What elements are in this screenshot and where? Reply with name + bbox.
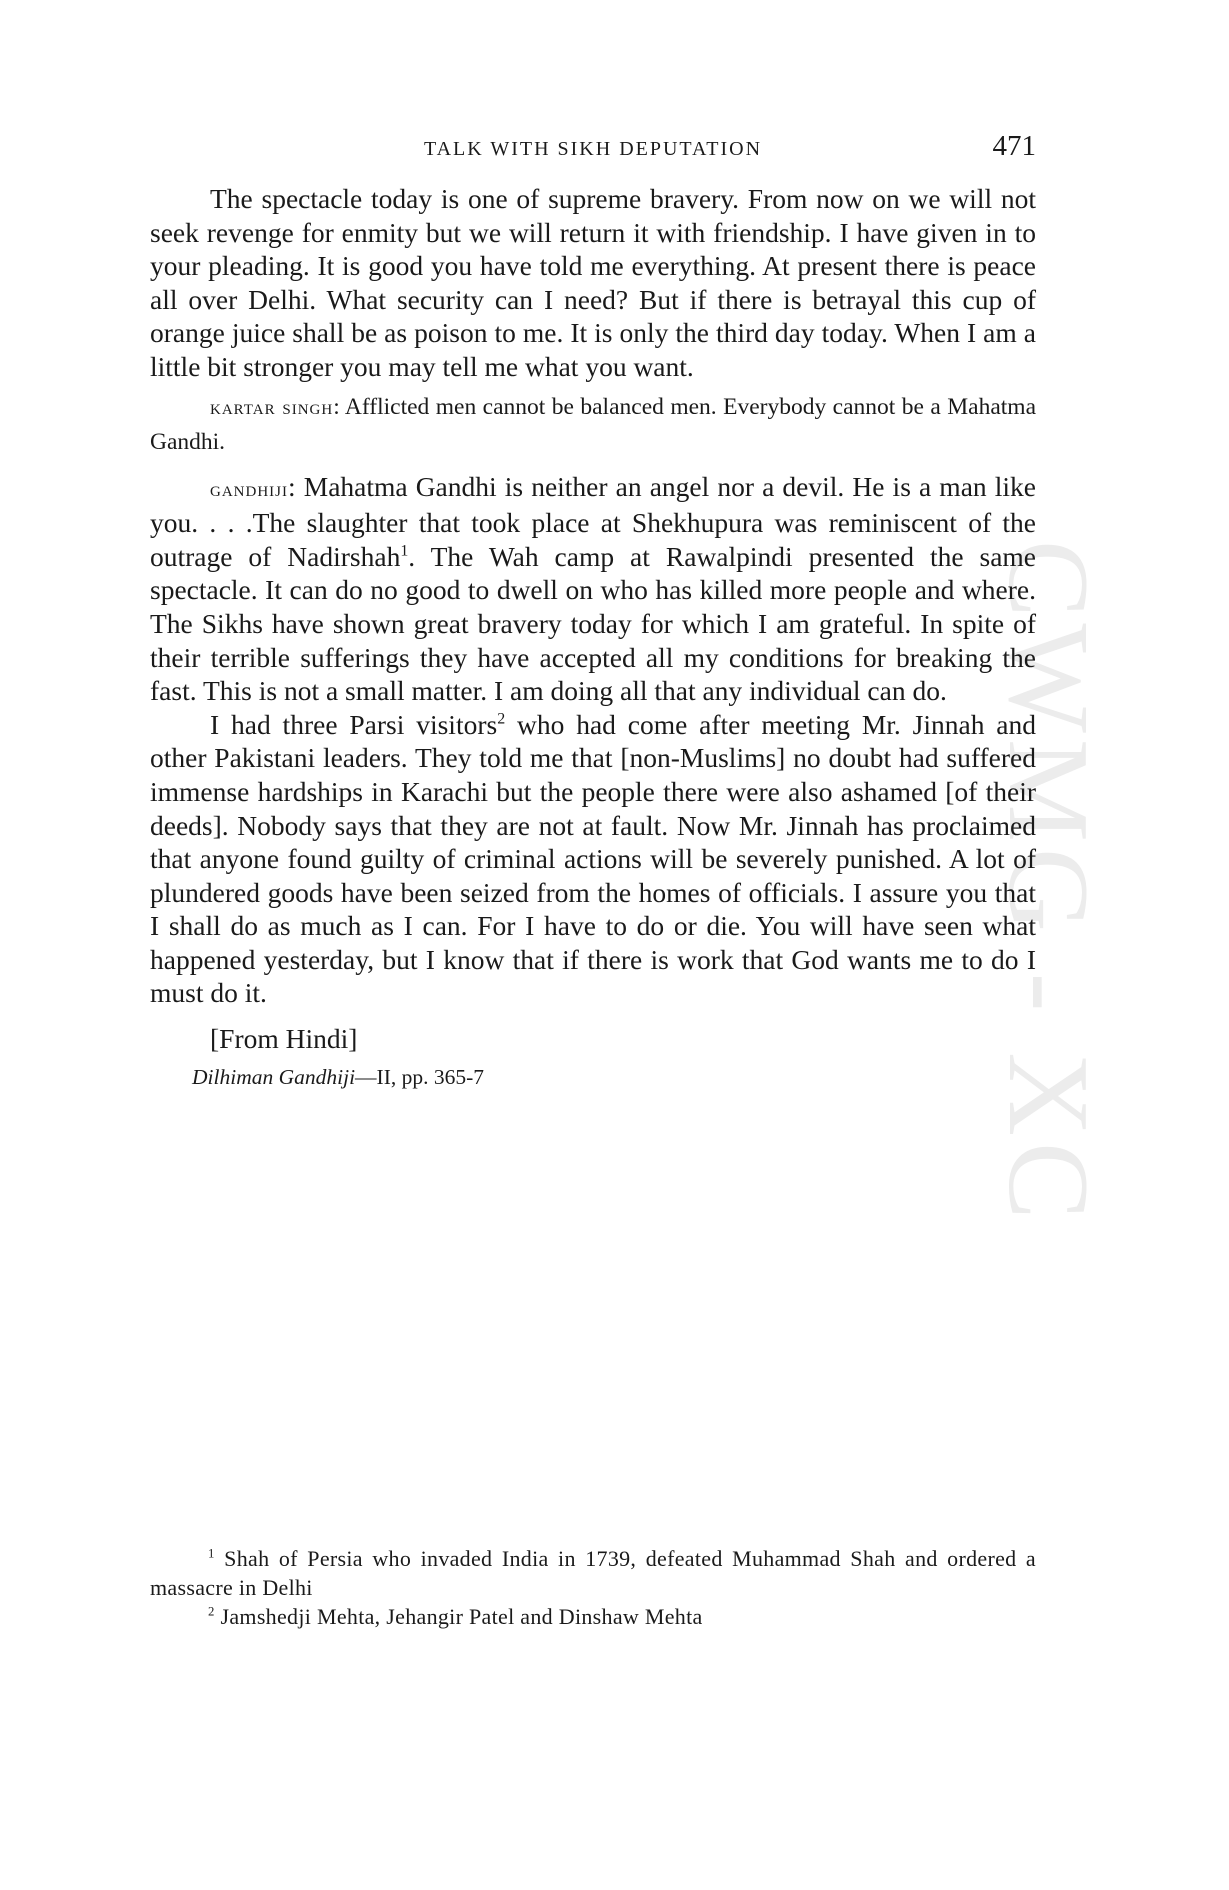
parsi-text-part2: who had come after meeting Mr. Jinnah and other Pakistani leaders. They told me that [non-Muslims] no doubt had suffered immense hardships in Karachi but the people there were also ashamed [of their deeds]. Nobody says that they are not at fault. Now Mr. Jinnah has proclaimed that anyone found guilty of criminal actions will be severely punished. A lot of plundered goods have been seized from the homes of officials. I assure you that I shall do as much as I can. For I have to do or die. You will have seen what happened yesterday, but I know that if there is work that God wants me to do I must do it. [150, 708, 1036, 1009]
speaker-gandhiji: gandhiji [210, 476, 288, 501]
footnote-ref-1: 1 [400, 542, 409, 560]
page-number: 471 [992, 130, 1036, 162]
watermark-text: CWMG - XC [984, 540, 1112, 1226]
footnote-text-2: Jamshedji Mehta, Jehangir Patel and Dinshaw Mehta [214, 1604, 703, 1629]
source-note: [From Hindi] [210, 1023, 358, 1055]
footnote-mark-1: 1 [208, 1546, 215, 1561]
paragraph-spectacle: The spectacle today is one of supreme bravery. From now on we will not seek revenge for enmity but we will return it with friendship. I have given in to your pleading. It is good you have told me everything. At present there is peace all over Delhi. What security can I need? But if there is betrayal this cup of orange juice shall be as poison to me. It is only the third day today. When I am a little bit stronger you may tell me what you want. [150, 183, 1036, 382]
footnote-2 [150, 1602, 1036, 1631]
paragraph-gandhiji [150, 470, 1036, 708]
parsi-text-part1: I had three Parsi visitors [210, 708, 498, 740]
citation-title: Dilhiman Gandhiji [192, 1065, 356, 1090]
kartar-singh-text: : Afflicted men cannot be balanced men. Everybody cannot be a Mahatma Gandhi. [150, 393, 1036, 455]
footnote-text-1: Shah of Persia who invaded India in 1739, defeated Muhammad Shah and ordered a massacre in Delhi [150, 1546, 1036, 1600]
footnotes [150, 1544, 1036, 1631]
citation-pages: —II, pp. 365-7 [355, 1065, 485, 1090]
gandhiji-text-part1: : Mahatma Gandhi is neither an angel nor a devil. He is a man like you. . . .The slaughter that took place at Shekhupura was reminiscent of the outrage of Nadirshah [150, 470, 1036, 572]
footnote-ref-2: 2 [497, 710, 506, 728]
paragraph-kartar-singh [150, 390, 1036, 460]
gandhiji-text-part2: . The Wah camp at Rawalpindi presented the same spectacle. It can do no good to dwell on who has killed more people and where. The Sikhs have shown great bravery today for which I am grateful. In spite of their terrible sufferings they have accepted all my conditions for breaking the fast. This is not a small matter. I am doing all that any individual can do. [150, 540, 1037, 707]
page-body [150, 182, 1036, 1092]
footnote-1 [150, 1544, 1036, 1602]
running-head: TALK WITH SIKH DEPUTATION [423, 138, 763, 160]
speaker-kartar-singh: kartar singh [210, 394, 334, 419]
page-header [150, 130, 1036, 170]
footnote-mark-2: 2 [208, 1604, 215, 1619]
paragraph-parsi-visitors [150, 708, 1036, 1010]
citation [150, 1062, 1036, 1092]
